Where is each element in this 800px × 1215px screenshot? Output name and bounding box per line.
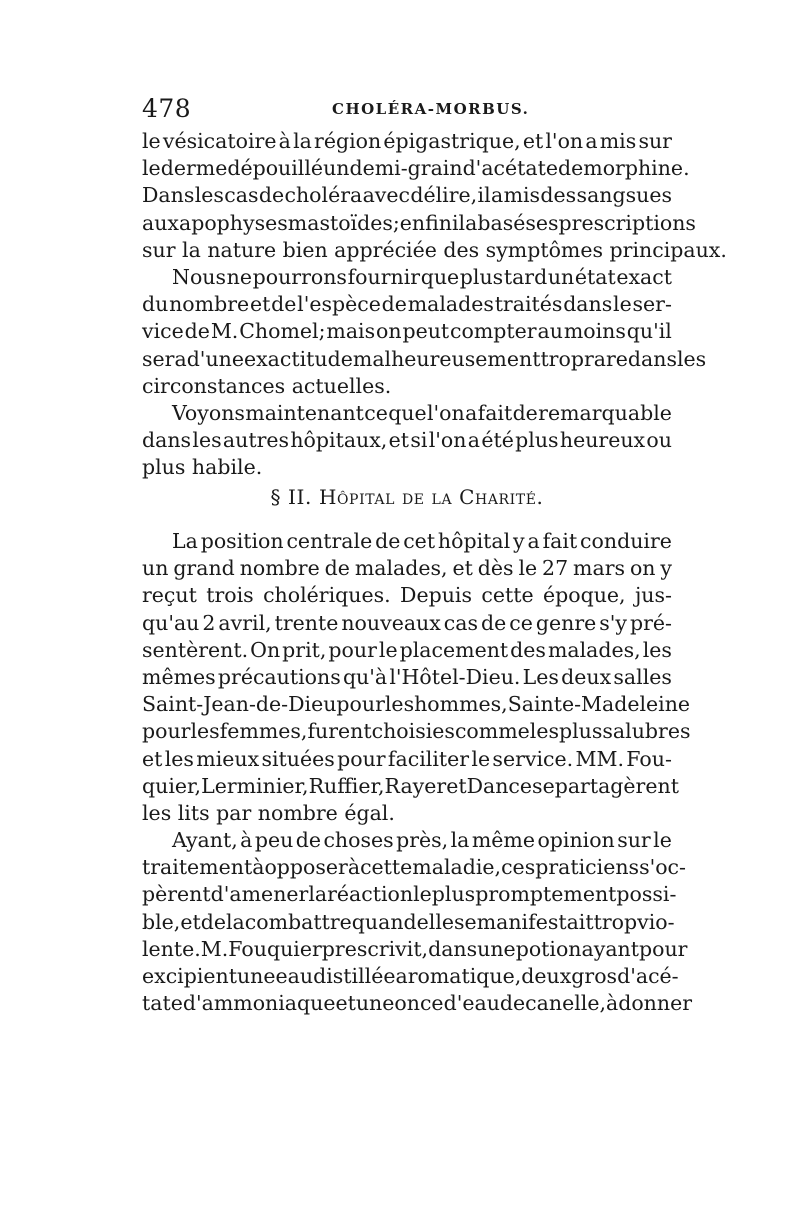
text-line: tate d'ammoniaque et une once d'eau de canelle, à donner [142, 991, 693, 1016]
text-line: ble, et de la combattre quand elle se manifestait trop vio- [142, 909, 675, 934]
body-text-top [142, 128, 727, 481]
text-line: Dans les cas de choléra avec délire, il a mis des sangsues [142, 183, 672, 208]
text-line: La position centrale de cet hôpital y a fait conduire [172, 529, 672, 553]
page-number: 478 [142, 94, 192, 123]
text-line: aux apophyses mastoïdes; enfin il a basé ses prescriptions [142, 210, 696, 235]
text-line: qu'au 2 avril, trente nouveaux cas de ce genre s'y pré- [142, 610, 672, 635]
text-line: excipient une eau distillée aromatique, deux gros d'acé- [142, 964, 679, 988]
text-line: le derme dépouillé un demi-grain d'acétate de morphine. [142, 156, 690, 181]
text-line: quier, Lerminier, Ruffier, Rayer et Dance se partagèrent [142, 773, 679, 798]
text-line: lente. M. Fouquier prescrivit, dans une potion ayant pour [142, 936, 688, 961]
text-line: traitement à opposer à cette maladie, ces praticiens s'oc- [142, 855, 686, 880]
page-header [142, 94, 672, 124]
text-line: pour les femmes, furent choisies comme les plus salubres [142, 719, 691, 744]
body-text-bottom [142, 528, 693, 1017]
text-line: les lits par nombre égal. [142, 800, 395, 825]
text-line: et les mieux situées pour faciliter le service. MM. Fou- [142, 746, 672, 771]
running-title: CHOLÉRA-MORBUS. [332, 100, 530, 118]
section-title: Hôpital de la Charité. [318, 485, 544, 509]
text-line: Saint-Jean-de-Dieu pour les hommes, Sainte-Madeleine [142, 692, 691, 717]
section-mark: § II. [270, 485, 312, 509]
text-line: reçut trois cholériques. Depuis cette époque, jus- [142, 583, 672, 608]
text-line: sentèrent. On prit, pour le placement des malades, les [142, 637, 672, 662]
text-line: sera d'une exactitude malheureusement trop rare dans les [142, 346, 707, 371]
text-line: Ayant, à peu de choses près, la même opinion sur le [172, 828, 672, 853]
text-line: Nous ne pourrons fournir que plus tard un état exact [172, 264, 672, 289]
text-line: vice de M. Chomel; mais on peut compter au moins qu'il [142, 319, 672, 344]
text-line: dans les autres hôpitaux, et si l'on a été plus heureux ou [142, 428, 672, 453]
text-line: du nombre et de l'espèce de malades traités dans le ser- [142, 292, 672, 317]
text-line: mêmes précautions qu'à l'Hôtel-Dieu. Les deux salles [142, 664, 672, 689]
section-heading [142, 485, 672, 509]
text-line: Voyons maintenant ce que l'on a fait de remarquable [172, 400, 672, 425]
text-line: circonstances actuelles. [142, 373, 392, 398]
text-line: plus habile. [142, 455, 263, 480]
text-line: un grand nombre de malades, et dès le 27 mars on y [142, 556, 672, 581]
text-line: sur la nature bien appréciée des symptômes principaux. [142, 237, 727, 262]
text-line: pèrent d'amener la réaction le plus promptement possi- [142, 882, 677, 907]
text-line: le vésicatoire à la région épigastrique, et l'on a mis sur [142, 129, 672, 153]
